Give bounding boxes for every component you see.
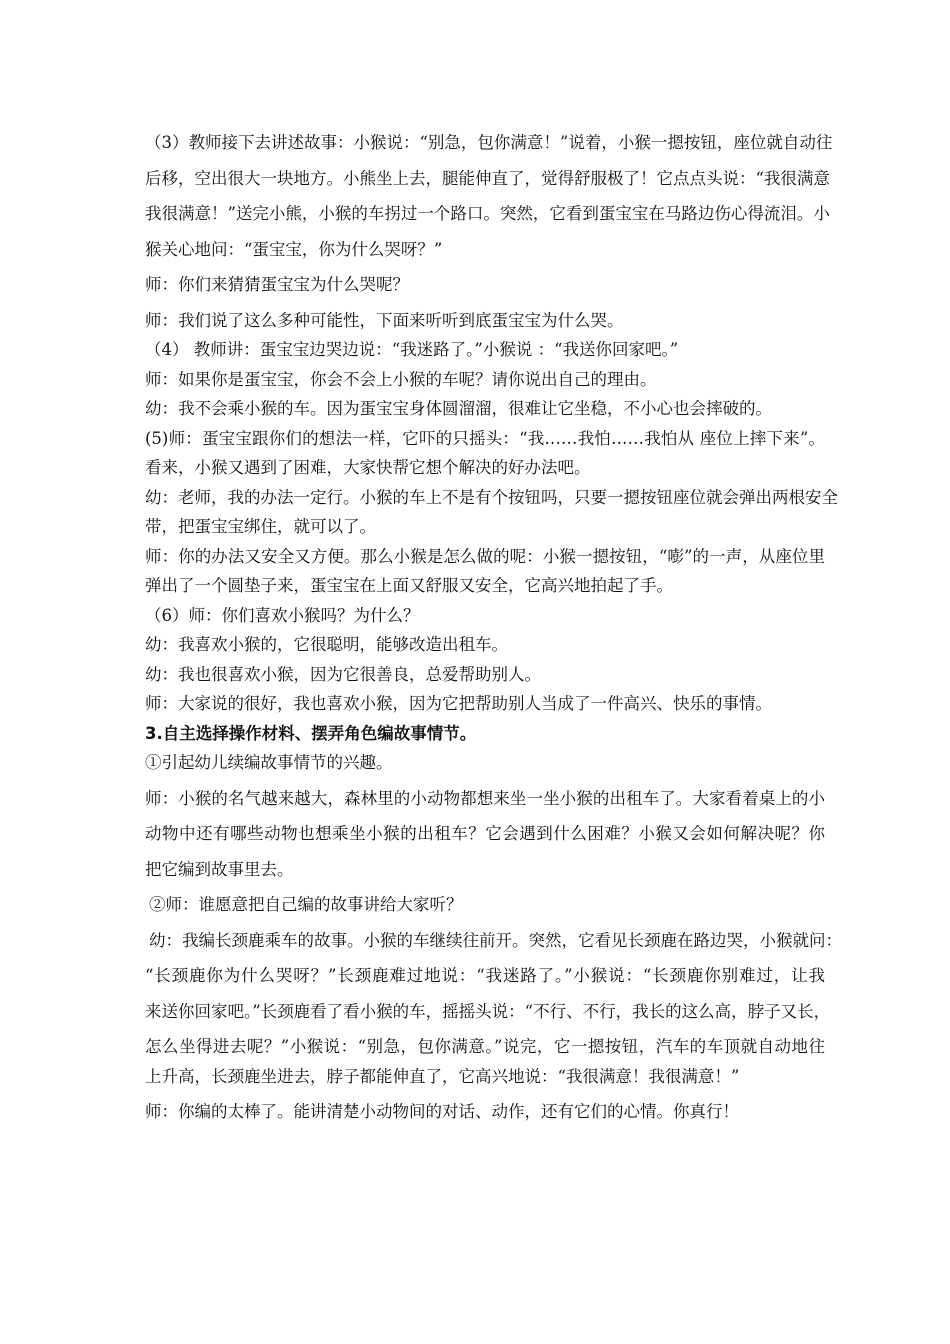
text-line: 猴关心地问：“蛋宝宝，你为什么哭呀？” [145, 239, 443, 259]
text-line: (5)师：蛋宝宝跟你们的想法一样，它吓的只摇头：“我……我怕……我怕从 座位上摔下来”。 [145, 428, 825, 448]
text-line: 上升高，长颈鹿坐进去，脖子都能伸直了，它高兴地说：“我很满意！我很满意！” [145, 1066, 740, 1086]
text-line: 师：小猴的名气越来越大，森林里的小动物都想来坐一坐小猴的出租车了。大家看着桌上的小 [145, 788, 825, 808]
text-line: （4） 教师讲：蛋宝宝边哭边说：“我迷路了。”小猴说 ：“我送你回家吧。” [145, 340, 679, 359]
text-line: 师：你的办法又安全又方便。那么小猴是怎么做的呢：小猴一摁按钮，“嘭”的一声，从座位里 [145, 546, 825, 566]
text-line: ②师：谁愿意把自己编的故事讲给大家听？ [149, 895, 463, 914]
text-line: ①引起幼儿续编故事情节的兴趣。 [145, 753, 393, 772]
text-line: 师：你编的太棒了。能讲清楚小动物间的对话、动作，还有它们的心情。你真行！ [145, 1102, 739, 1121]
text-line: 弹出了一个圆垫子来，蛋宝宝在上面又舒服又安全，它高兴地拍起了手。 [145, 576, 673, 595]
text-line: 幼：我编长颈鹿乘车的故事。小猴的车继续往前开。突然，它看见长颈鹿在路边哭，小猴就问： [149, 930, 842, 950]
section-heading: 3.自主选择操作材料、摆弄角色编故事情节。 [145, 723, 477, 743]
text-line: 来送你回家吧。”长颈鹿看了看小猴的车，摇摇头说：“不行、不行，我长的这么高，脖子又长， [145, 1001, 831, 1021]
text-line: 师：如果你是蛋宝宝，你会不会上小猴的车呢？请你说出自己的理由。 [145, 369, 657, 389]
text-line: 师：大家说的很好，我也喜欢小猴，因为它把帮助别人当成了一件高兴、快乐的事情。 [145, 694, 772, 713]
document-body [145, 122, 842, 1127]
text-line: 我很满意！”送完小熊，小猴的车拐过一个路口。突然，它看到蛋宝宝在马路边伤心得流泪。小 [145, 204, 830, 223]
text-line: 幼：我也很喜欢小猴，因为它很善良，总爱帮助别人。 [145, 664, 541, 684]
text-line: （6）师：你们喜欢小猴吗？为什么？ [145, 605, 420, 625]
text-line: 幼：我喜欢小猴的，它很聪明，能够改造出租车。 [145, 635, 508, 654]
text-line: 带，把蛋宝宝绑住，就可以了。 [145, 517, 376, 536]
text-line: 师：我们说了这么多种可能性，下面来听听到底蛋宝宝为什么哭。 [145, 310, 624, 330]
text-line: 幼：老师，我的办法一定行。小猴的车上不是有个按钮吗，只要一摁按钮座位就会弹出两根安全 [145, 487, 838, 507]
text-line: 看来，小猴又遇到了困难，大家快帮它想个解决的好办法吧。 [145, 458, 591, 477]
text-line: 动物中还有哪些动物也想乘坐小猴的出租车？它会遇到什么困难？小猴又会如何解决呢？你 [145, 824, 825, 843]
text-line: 把它编到故事里去。 [145, 859, 294, 879]
text-line: 怎么坐得进去呢？”小猴说：“别急，包你满意。”说完，它一摁按钮，汽车的车顶就自动地往 [145, 1037, 825, 1056]
text-line: 幼：我不会乘小猴的车。因为蛋宝宝身体圆溜溜，很难让它坐稳，不小心也会摔破的。 [145, 399, 772, 418]
text-line: （3）教师接下去讲述故事：小猴说：“别急，包你满意！”说着，小猴一摁按钮，座位就自动往 [145, 133, 833, 152]
text-line: “长颈鹿你为什么哭呀？”长颈鹿难过地说：“我迷路了。”小猴说：“长颈鹿你别难过，让我 [145, 966, 825, 985]
text-line: 后移，空出很大一块地方。小熊坐上去，腿能伸直了，觉得舒服极了！它点点头说：“我很满意 [145, 168, 830, 188]
text-line: 师：你们来猜猜蛋宝宝为什么哭呢？ [145, 275, 409, 294]
